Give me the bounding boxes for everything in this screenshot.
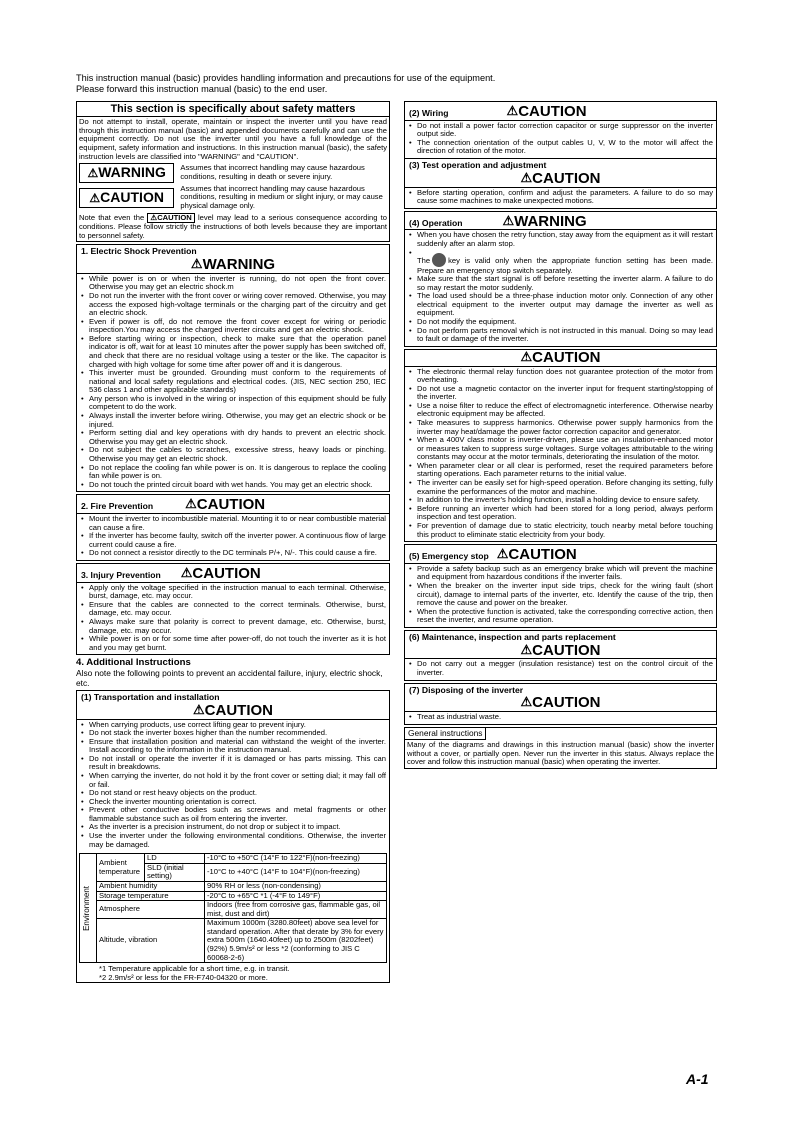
list-item: • Do not touch the printed circuit board with wet hands. You may get an electric shock.: [80, 481, 386, 490]
warning-level-row: [77, 162, 389, 184]
safety-title: This section is specifically about safety matters: [77, 102, 389, 117]
maintenance-list: [405, 659, 716, 679]
electric-shock-list: [77, 274, 389, 491]
emergency-section: [404, 544, 717, 628]
injury-caution-badge: ⚠CAUTION: [180, 564, 261, 582]
fire-header: [77, 495, 389, 513]
list-item: • When carrying products, use correct lifting gear to prevent injury.: [80, 721, 386, 730]
altitude-label: Altitude, vibration: [97, 919, 205, 963]
wiring-caution-badge: ⚠CAUTION: [506, 103, 587, 120]
list-item: • Do not subject the cables to scratches, excessive stress, heavy loads or pinching. Otherwise you may get an electric shock.: [80, 446, 386, 463]
additional-text: Also note the following points to prevent an accidental failure, injury, electric shock, etc.: [76, 668, 383, 688]
storage-value: -20°C to +65°C *1 (-4°F to 149°F): [205, 891, 387, 901]
maintenance-section: [404, 630, 717, 681]
fire-list: [77, 514, 389, 560]
disposing-section: [404, 683, 717, 725]
page-number: A-1: [686, 1071, 709, 1087]
stop-reset-key-icon: [432, 253, 446, 267]
maintenance-title: (6) Maintenance, inspection and parts replacement: [409, 631, 616, 642]
list-item: • Ensure that the cables are connected to the correct terminals. Otherwise, burst, damage, etc. may occur.: [80, 601, 386, 618]
electric-shock-warning-badge: ⚠WARNING: [190, 256, 276, 274]
list-item: • Always make sure that polarity is correct to prevent damage, etc. Otherwise, burst, damage, etc. may occur.: [80, 618, 386, 635]
operation-caution-section: [404, 349, 717, 542]
list-item: • Do not use a magnetic contactor on the inverter input for frequent starting/stopping of the inverter.: [408, 385, 713, 402]
caution-triangle-icon: ⚠: [89, 190, 101, 205]
list-item: • Before starting wiring or inspection, check to make sure that the operation panel indicator is off, wait for at least 10 minutes after the power supply has been switched off, and check that there are no residual voltage using a tester or the like. The capacitor is charged with high voltage for some time after power off and it is dangerous.: [80, 335, 386, 369]
operation-warning-badge: ⚠WARNING: [502, 212, 587, 230]
list-item: • The electronic thermal relay function does not guarantee protection of the motor from overheating.: [408, 368, 713, 385]
list-item: • When you have chosen the retry function, stay away from the equipment as it will restart suddenly after an alarm stop.: [408, 231, 713, 248]
transport-caution-badge: ⚠CAUTION: [193, 701, 273, 719]
transport-title: (1) Transportation and installation: [81, 692, 220, 703]
list-item: • As the inverter is a precision instrument, do not drop or subject it to impact.: [80, 823, 386, 832]
operation-section: [404, 211, 717, 347]
list-item: • Do not perform parts removal which is not instructed in this manual. Doing so may lead to fault or damage of the inverter.: [408, 327, 713, 344]
caution-level-row: [77, 184, 389, 212]
injury-list: [77, 583, 389, 655]
transport-section: [76, 690, 390, 983]
left-column: [76, 101, 390, 985]
general-title: General instructions: [405, 728, 486, 740]
list-item: • Make sure that the start signal is off before resetting the inverter alarm. A failure to do so may restart the motor suddenly.: [408, 275, 713, 292]
disposing-caution-badge: ⚠CAUTION: [520, 694, 601, 712]
atmosphere-value: Indoors (free from corrosive gas, flammable gas, oil mist, dust and dirt): [205, 901, 387, 919]
list-item: • The load used should be a three-phase induction motor only. Connection of any other electrical equipment to the inverter output may damage the inverter as well as equipment.: [408, 292, 713, 318]
list-item: • The connection orientation of the output cables U, V, W to the motor will affect the direction of rotation of the motor.: [408, 139, 713, 156]
list-item: • Apply only the voltage specified in the instruction manual to each terminal. Otherwise, burst, damage, etc. may occur.: [80, 584, 386, 601]
sld-value: -10°C to +40°C (14°F to 104°F)(non-freezing): [205, 863, 387, 881]
safety-intro-text: Do not attempt to install, operate, maintain or inspect the inverter until you have read through this instruction manual (basic) and appended documents carefully and can use the equipment correctly. Do not use the inverter until you have a full knowledge of the equipment, safety information and instructions. In this instruction manual (basic), the safety instruction levels are classified into "WARNING" and "CAUTION".: [79, 117, 387, 161]
electric-shock-section: [76, 244, 390, 492]
humidity-label: Ambient humidity: [97, 881, 205, 891]
injury-section: [76, 563, 390, 655]
operation-header: [405, 212, 716, 230]
emergency-title: (5) Emergency stop: [409, 551, 489, 562]
list-item: • Do not install a power factor correction capacitor or surge suppressor on the inverter output side.: [408, 122, 713, 139]
maintenance-caution-badge: ⚠CAUTION: [520, 641, 601, 659]
list-item: • Do not replace the cooling fan while power is on. It is dangerous to replace the cooling fan while power is on.: [80, 464, 386, 481]
list-item: • Perform setting dial and key operations with dry hands to prevent an electric shock. Otherwise you may get an electric shock.: [80, 429, 386, 446]
list-item: • Treat as industrial waste.: [408, 713, 713, 722]
list-item: • The inverter can be easily set for high-speed operation. Before changing its setting, fully examine the performances of the motor and machine.: [408, 479, 713, 496]
caution-triangle-icon: ⚠: [506, 103, 519, 118]
list-item: • Do not connect a resistor directly to the DC terminals P/+, N/-. This could cause a fire.: [80, 549, 386, 558]
intro-line-1: This instruction manual (basic) provides handling information and precautions for use of the equipment.: [76, 73, 496, 83]
disposing-title: (7) Disposing of the inverter: [409, 684, 524, 695]
safety-note: Note that even the ⚠CAUTION level may lead to a serious consequence according to conditions. Please follow strictly the instructions of both levels because they are important to personnel safety.: [79, 212, 387, 240]
wiring-title: (2) Wiring: [409, 108, 449, 118]
electric-shock-title: 1. Electric Shock Prevention: [81, 246, 197, 257]
list-item: • Do not modify the equipment.: [408, 318, 713, 327]
list-item: • Mount the inverter to incombustible material. Mounting it to or near combustible material can cause a fire.: [80, 515, 386, 532]
list-item: • Take measures to suppress harmonics. Otherwise power supply harmonics from the inverter may heat/damage the power factor correction capacitor and generator.: [408, 419, 713, 436]
safety-intro-box: [76, 101, 390, 242]
list-item: • Always install the inverter before wiring. Otherwise, you may get an electric shock or be injured.: [80, 412, 386, 429]
operation-caution-list: [405, 367, 716, 542]
list-item: • Check the inverter mounting orientation is correct.: [80, 798, 386, 807]
ambient-temp-label: Ambient temperature: [97, 854, 145, 882]
warning-badge: ⚠WARNING: [79, 163, 174, 183]
list-item: • Any person who is involved in the wiring or inspection of this equipment should be fully competent to do the work.: [80, 395, 386, 412]
list-item: • When the breaker on the inverter input side trips, check for the wiring fault (short circuit), damage to internal parts of the inverter, etc. Identify the cause of the trip, then remove the cause and power on the breaker.: [408, 582, 713, 608]
list-item: • When parameter clear or all clear is performed, reset the required parameters before starting operations. Each parameter returns to the initial value.: [408, 462, 713, 479]
list-item: • While power is on or for some time after power-off, do not touch the inverter as it is hot and you may get burnt.: [80, 635, 386, 652]
table-notes: [77, 965, 389, 982]
fire-caution-badge: ⚠CAUTION: [185, 496, 266, 514]
caution-triangle-icon: ⚠: [520, 641, 533, 657]
emergency-caution-badge: ⚠CAUTION: [496, 546, 577, 564]
list-item: • Before running an inverter which had been stored for a long period, always perform inspection and test operation.: [408, 505, 713, 522]
list-item: • For prevention of damage due to static electricity, touch nearby metal before touching this product to eliminate static electricity from your body.: [408, 522, 713, 539]
list-item: • When the protective function is activated, take the corresponding corrective action, then reset the inverter, and resume operation.: [408, 608, 713, 625]
operation-caution-badge: ⚠CAUTION: [520, 348, 601, 366]
list-item: • This inverter must be grounded. Grounding must conform to the requirements of national and local safety regulations and electrical codes. (JIS, NEC section 250, IEC 536 class 1 and other applicable standards): [80, 369, 386, 395]
caution-triangle-icon: ⚠: [496, 546, 509, 562]
list-item: • In addition to the inverter's holding function, install a holding device to ensure safety.: [408, 496, 713, 505]
intro-line-2: Please forward this instruction manual (basic) to the end user.: [76, 84, 328, 95]
test-op-list: [405, 188, 716, 208]
atmosphere-label: Atmosphere: [97, 901, 205, 919]
caution-triangle-icon: ⚠: [185, 496, 197, 512]
environment-table: [79, 853, 387, 963]
fire-section: [76, 494, 390, 561]
additional-title: 4. Additional Instructions: [76, 657, 191, 669]
operation-title: (4) Operation: [409, 217, 463, 228]
caution-triangle-icon: ⚠: [520, 348, 533, 364]
caution-triangle-icon: ⚠: [180, 564, 193, 580]
list-item: • Do not stand or rest heavy objects on the product.: [80, 789, 386, 798]
intro-text: [76, 73, 716, 95]
list-item: • Provide a safety backup such as an emergency brake which will prevent the machine and equipment from hazardous conditions if the inverter fails.: [408, 565, 713, 582]
general-text: Many of the diagrams and drawings in this instruction manual (basic) show the inverter without a cover, or partially open. Never run the inverter in this status. Always replace the cover and follow this instruction manual (basic) when operating the inverter.: [407, 740, 714, 767]
wiring-section: [404, 101, 717, 209]
injury-title: 3. Injury Prevention: [81, 569, 161, 580]
altitude-value: Maximum 1000m (3280.80feet) above sea level for standard operation. After that derate by 3% for every extra 500m (1640.40feet) up to 2500m (8202feet) (92%) 5.9m/s² or less *2 (conforming to JIS C 60068-2-6): [205, 919, 387, 963]
sld-label: SLD (initial setting): [145, 863, 205, 881]
fire-title: 2. Fire Prevention: [81, 501, 154, 512]
inline-caution-badge: ⚠CAUTION: [147, 213, 194, 224]
ld-label: LD: [145, 854, 205, 864]
right-column: [404, 101, 717, 771]
warning-triangle-icon: ⚠: [87, 166, 99, 181]
list-item: • Use a noise filter to reduce the effect of electromagnetic interference. Otherwise nearby electronic equipment may be affected.: [408, 402, 713, 419]
caution-description: Assumes that incorrect handling may cause hazardous conditions, resulting in medium or slight injury, or may cause physical damage only.: [180, 183, 383, 211]
list-item: • Before starting operation, confirm and adjust the parameters. A failure to do so may cause some machines to make unexpected motions.: [408, 189, 713, 206]
caution-triangle-icon: ⚠: [520, 694, 533, 710]
caution-triangle-icon: ⚠: [193, 701, 205, 717]
test-op-title: (3) Test operation and adjustment: [409, 160, 547, 171]
list-item: • Even if power is off, do not remove the front cover except for wiring or periodic inspection.You may access the charged inverter circuits and get an electric shock.: [80, 318, 386, 335]
list-item-stop-key: • The key is valid only when the appropriate function setting has been made. Prepare an emergency stop switch separately.: [408, 249, 713, 276]
list-item: • When a 400V class motor is inverter-driven, please use an insulation-enhanced motor or measures taken to suppress surge voltages. Surge voltages attributable to the wiring constants may occur at the motor terminals, deteriorating the insulation of the motor.: [408, 436, 713, 462]
list-item: • While power is on or when the inverter is running, do not open the front cover. Otherwise you may get an electric shock.m: [80, 275, 386, 292]
injury-header: [77, 564, 389, 582]
list-item: • Ensure that installation position and material can withstand the weight of the inverter. Install according to the information in the instruction manual.: [80, 738, 386, 755]
disposing-list: [405, 712, 716, 724]
list-item: • Do not carry out a megger (insulation resistance) test on the control circuit of the inverter.: [408, 660, 713, 677]
list-item: • Do not stack the inverter boxes higher than the number recommended.: [80, 729, 386, 738]
wiring-header: [405, 102, 716, 120]
note-2: *2 2.9m/s² or less for the FR-F740-04320 or more.: [99, 972, 268, 982]
list-item: • When carrying the inverter, do not hold it by the front cover or setting dial; it may fall off or fail.: [80, 772, 386, 789]
humidity-value: 90% RH or less (non-condensing): [205, 881, 387, 891]
warning-description: Assumes that incorrect handling may cause hazardous conditions, resulting in death or severe injury.: [180, 163, 365, 181]
list-item: • Do not install or operate the inverter if it is damaged or has parts missing. This can result in breakdowns.: [80, 755, 386, 772]
list-item: • Use the inverter under the following environmental conditions. Otherwise, the inverter may be damaged.: [80, 832, 386, 849]
emergency-list: [405, 564, 716, 627]
test-op-caution-badge: ⚠CAUTION: [520, 169, 601, 187]
environment-group-cell: Environment: [80, 854, 97, 963]
warning-triangle-icon: ⚠: [502, 212, 515, 228]
caution-badge: ⚠CAUTION: [79, 188, 174, 208]
wiring-list: [405, 121, 716, 158]
list-item: • Prevent other conductive bodies such as screws and metal fragments or other flammable substance such as oil from entering the inverter.: [80, 806, 386, 823]
caution-triangle-icon: ⚠: [520, 169, 533, 185]
transport-list: [77, 720, 389, 852]
list-item: • Do not run the inverter with the front cover or wiring cover removed. Otherwise, you may access the exposed high-voltage terminals or the charging part of the circuitry and get an electric shock.: [80, 292, 386, 318]
storage-label: Storage temperature: [97, 891, 205, 901]
emergency-header: [405, 545, 716, 563]
list-item: • If the inverter has become faulty, switch off the inverter power. A continuous flow of large current could cause a fire.: [80, 532, 386, 549]
warning-triangle-icon: ⚠: [190, 256, 203, 272]
operation-list: [405, 230, 716, 345]
note-1: *1 Temperature applicable for a short time, e.g. in transit.: [99, 964, 290, 974]
ld-value: -10°C to +50°C (14°F to 122°F)(non-freezing): [205, 854, 387, 864]
general-section: [404, 727, 717, 769]
